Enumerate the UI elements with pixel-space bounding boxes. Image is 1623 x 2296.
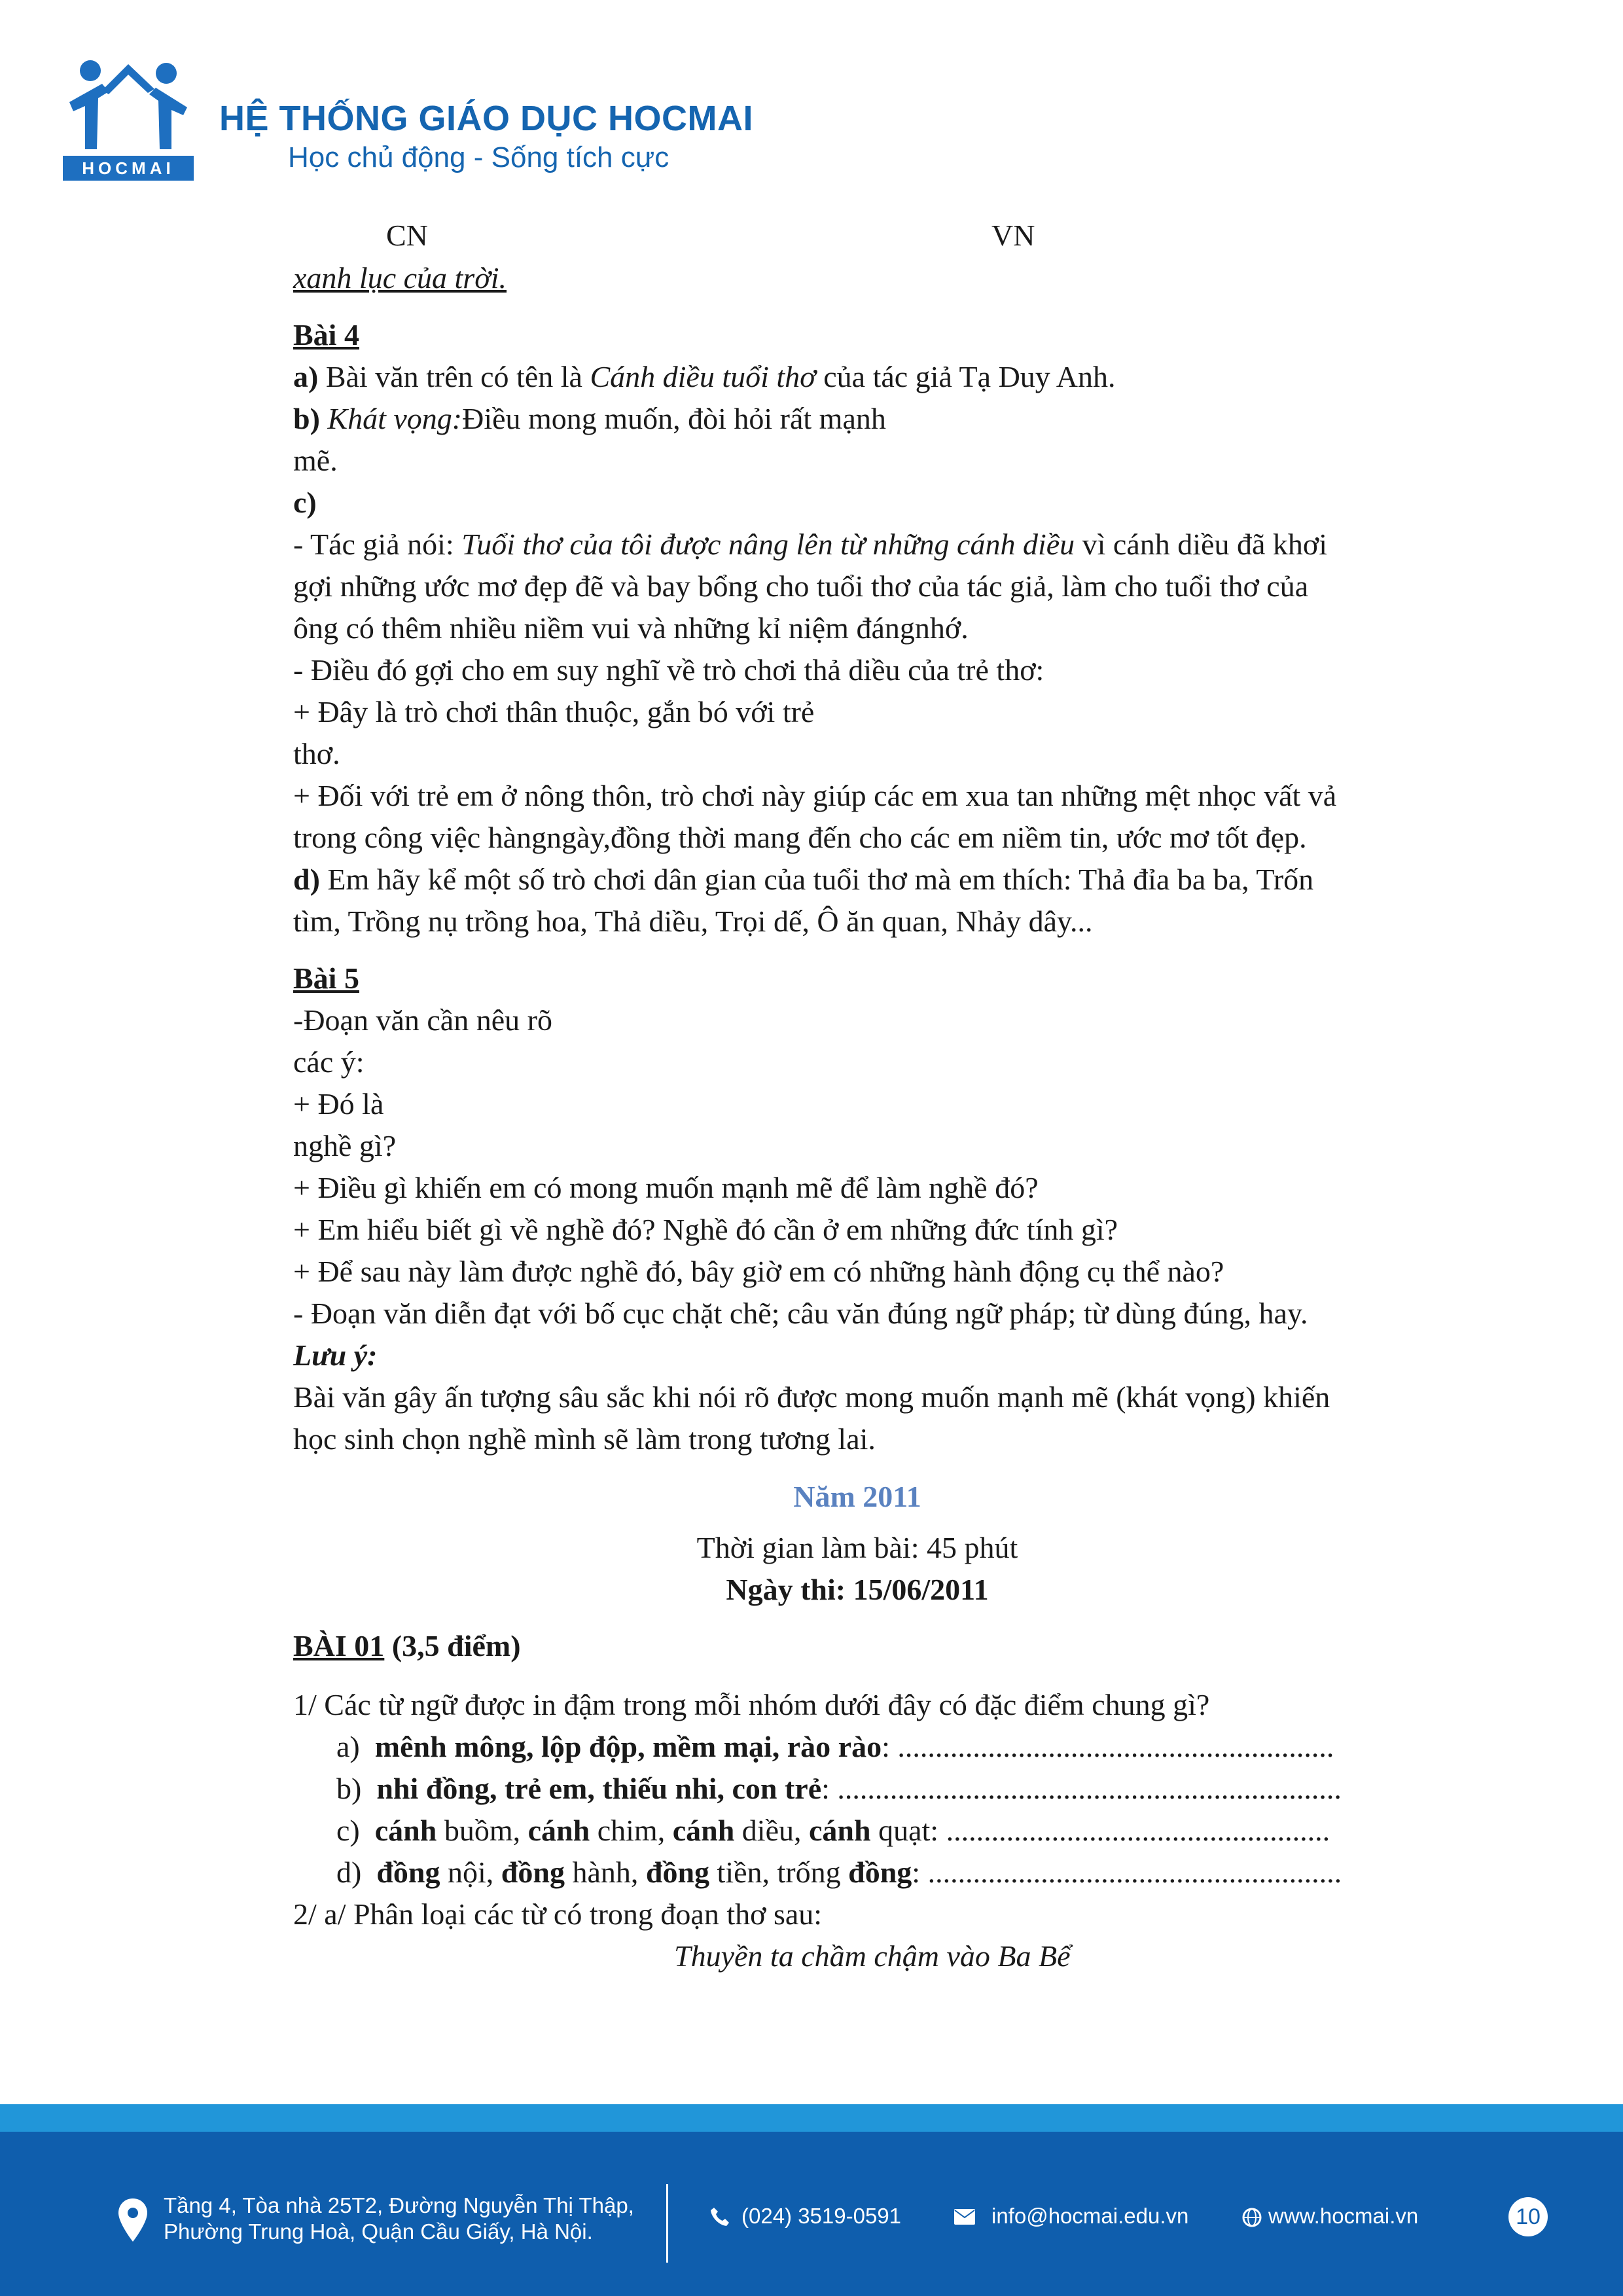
- bai4-c5: + Đây là trò chơi thân thuộc, gắn bó với trẻ: [293, 695, 815, 728]
- bai4-c3: ông có thêm nhiều niềm vui và những kỉ niệm đángnhớ.: [293, 611, 969, 645]
- bai5-l8: - Đoạn văn diễn đạt với bố cục chặt chẽ; câu văn đúng ngữ pháp; từ dùng đúng, hay.: [293, 1297, 1308, 1330]
- bai4-a: a) Bài văn trên có tên là Cánh diều tuổi thơ của tác giả Tạ Duy Anh.: [293, 360, 1116, 393]
- footer-phone[interactable]: (024) 3519-0591: [741, 2204, 902, 2228]
- bai4-c2: gợi những ước mơ đẹp đẽ và bay bổng cho tuổi thơ của tác giả, làm cho tuổi thơ của: [293, 569, 1309, 603]
- work-title: Cánh diều tuổi thơ: [590, 360, 816, 393]
- bai5-l3: + Đó là: [293, 1087, 384, 1121]
- bai4-b-cont: mẽ.: [293, 444, 338, 477]
- footer-email[interactable]: info@hocmai.edu.vn: [991, 2204, 1189, 2228]
- location-pin-icon: [116, 2197, 149, 2243]
- bai5-l1: -Đoạn văn cần nêu rõ: [293, 1003, 552, 1037]
- bai4-c6: thơ.: [293, 737, 340, 770]
- hocmai-logo: [63, 51, 194, 182]
- footer-address: Tầng 4, Tòa nhà 25T2, Đường Nguyễn Thị Thập, Phường Trung Hoà, Quận Cầu Giấy, Hà Nội.: [164, 2193, 634, 2244]
- exam-time: Thời gian làm bài: 45 phút: [696, 1531, 1018, 1564]
- term: Khát vọng:: [319, 402, 463, 435]
- bai5-heading: Bài 5: [293, 961, 359, 995]
- footer: [0, 2132, 1623, 2296]
- brand-title: HỆ THỐNG GIÁO DỤC HOCMAI: [219, 99, 753, 138]
- q1-item-b: b) nhi đồng, trẻ em, thiếu nhi, con trẻ: ...................................................................: [336, 1772, 1342, 1805]
- year-title: Năm 2011: [793, 1480, 921, 1513]
- sentence-tail: xanh lục của trời.: [293, 261, 507, 295]
- q1-item-a: a) mênh mông, lộp độp, mềm mại, rào rào: ..........................................................: [336, 1730, 1334, 1763]
- bai4-b: b) Khát vọng:Điều mong muốn, đòi hỏi rất mạnh: [293, 402, 886, 435]
- bai4-c1: - Tác giả nói: Tuổi thơ của tôi được nâng lên từ những cánh diều vì cánh diều đã khơi: [293, 528, 1327, 561]
- bai5-l4: nghề gì?: [293, 1129, 397, 1162]
- bai4-c-label: c): [293, 486, 317, 519]
- phone-icon: [709, 2206, 731, 2228]
- globe-icon: [1242, 2208, 1262, 2227]
- footer-website[interactable]: www.hocmai.vn: [1268, 2204, 1419, 2228]
- q1-item-c: c) cánh buồm, cánh chim, cánh diều, cánh quạt: ...................................................: [336, 1814, 1330, 1847]
- brand-slogan: Học chủ động - Sống tích cực: [288, 141, 669, 173]
- bai5-l7: + Để sau này làm được nghề đó, bây giờ em có những hành động cụ thể nào?: [293, 1255, 1224, 1288]
- page-number: 10: [1508, 2197, 1548, 2236]
- bai4-c8: trong công việc hàngngày,đồng thời mang đến cho các em niềm tin, ước mơ tốt đẹp.: [293, 821, 1307, 854]
- q1-item-d: d) đồng nội, đồng hành, đồng tiền, trống đồng: .......................................................: [336, 1856, 1342, 1889]
- bai4-heading: Bài 4: [293, 318, 359, 351]
- label-cn: CN: [386, 219, 428, 252]
- note-label: Lưu ý:: [293, 1338, 378, 1372]
- bai01-heading: BÀI 01 (3,5 điểm): [293, 1629, 521, 1662]
- question-1: 1/ Các từ ngữ được in đậm trong mỗi nhóm dưới đây có đặc điểm chung gì?: [293, 1688, 1210, 1721]
- logo-text: HOCMAI: [82, 158, 175, 178]
- note-line-1: Bài văn gây ấn tượng sâu sắc khi nói rõ được mong muốn mạnh mẽ (khát vọng) khiến: [293, 1380, 1330, 1414]
- bai4-c4: - Điều đó gợi cho em suy nghĩ về trò chơi thả diều của trẻ thơ:: [293, 653, 1044, 687]
- email-icon: [954, 2209, 975, 2225]
- poem-line: Thuyền ta chầm chậm vào Ba Bể: [674, 1939, 1071, 1973]
- exam-date: Ngày thi: 15/06/2011: [726, 1573, 989, 1606]
- footer-stripe: [0, 2104, 1623, 2132]
- question-2: 2/ a/ Phân loại các từ có trong đoạn thơ sau:: [293, 1897, 823, 1931]
- bai4-d2: tìm, Trồng nụ trồng hoa, Thả diều, Trọi dế, Ô ăn quan, Nhảy dây...: [293, 905, 1093, 938]
- bai5-l2: các ý:: [293, 1045, 365, 1079]
- bai5-l5: + Điều gì khiến em có mong muốn mạnh mẽ để làm nghề đó?: [293, 1171, 1039, 1204]
- label-vn: VN: [991, 219, 1035, 252]
- note-line-2: học sinh chọn nghề mình sẽ làm trong tương lai.: [293, 1422, 876, 1456]
- bai4-d1: d) Em hãy kể một số trò chơi dân gian của tuổi thơ mà em thích: Thả đỉa ba ba, Trốn: [293, 863, 1314, 896]
- bai5-l6: + Em hiểu biết gì về nghề đó? Nghề đó cần ở em những đức tính gì?: [293, 1213, 1118, 1246]
- bai4-a-label: a): [293, 360, 319, 393]
- footer-divider: [666, 2184, 668, 2263]
- bai4-c7: + Đối với trẻ em ở nông thôn, trò chơi này giúp các em xua tan những mệt nhọc vất vả: [293, 779, 1337, 812]
